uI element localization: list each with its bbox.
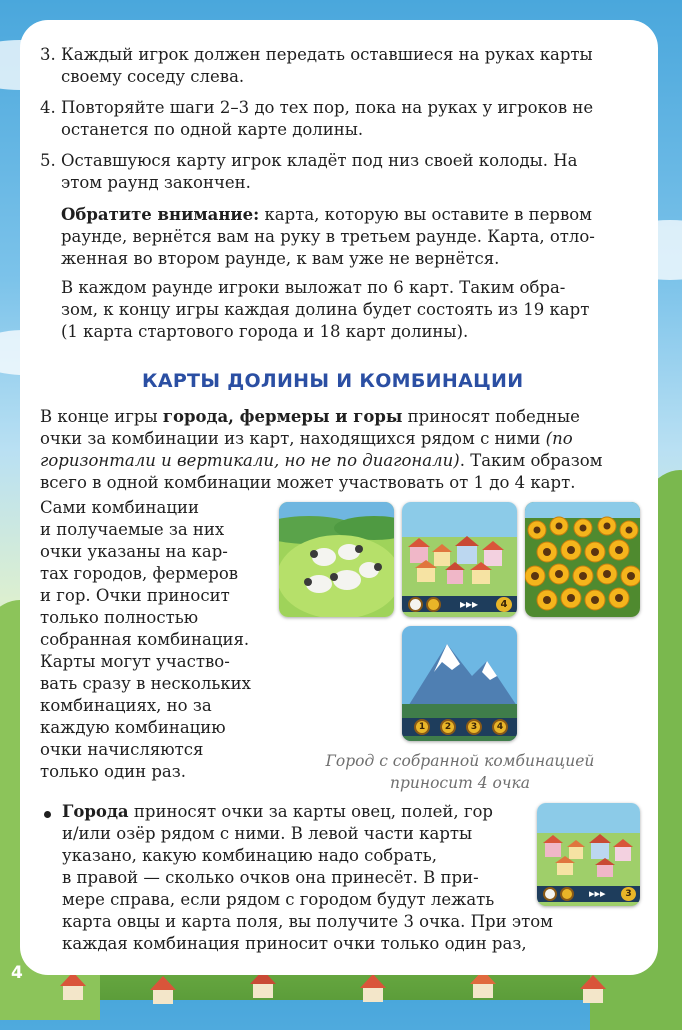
round-info-paragraph: В каждом раунде игроки выложат по 6 карт. Таким обра- зом, к концу игры каждая долина будет состоять из 19 карт (1 карта стартового города и 18 карт долины). xyxy=(61,278,590,341)
sheep-card xyxy=(279,502,394,617)
step-line: Повторяйте шаги 2–3 до тех пор, пока на руках у игроков не xyxy=(61,98,594,117)
step-line: своему соседу слева. xyxy=(61,67,245,86)
small-points-badge: 3 xyxy=(621,887,636,901)
note-label: Обратите внимание: xyxy=(61,205,260,224)
step-number: 5. xyxy=(40,151,56,170)
step-line: этом раунд закончен. xyxy=(61,173,251,192)
step-number: 4. xyxy=(40,98,56,117)
step-number: 3. xyxy=(40,45,56,64)
page-number: 4 xyxy=(11,963,23,983)
sunflower-field-card xyxy=(525,502,640,617)
sunflower-token-icon xyxy=(426,597,441,612)
points-badge-1: 1 xyxy=(414,719,430,735)
city-points-badge: 4 xyxy=(496,597,512,612)
cities-bullet: Города приносят очки за карты овец, полей, гор и/или озёр рядом с ними. В левой части карты указано, какую комбинацию надо собрать, в правой — сколько очков она принесёт. В при- мере справа, если рядом с городом будут лежать карта овцы и карта поля, вы получите 3 очка. При этом каждая комбинация приносит очки только один раз, xyxy=(62,802,553,953)
combo-arrows-icon: ▸▸▸ xyxy=(460,597,479,611)
note-paragraph: Обратите внимание: карта, которую вы оставите в первом раунде, вернётся вам на руку в третьем раунде. Карта, отло- женная во втором раунде, к вам уже не вернётся. xyxy=(61,205,595,268)
city-card xyxy=(402,502,517,617)
intro-paragraph: В конце игры города, фермеры и горы приносят победные очки за комбинации из карт, находящихся рядом с ними (по горизонтали и вертикали, но не по диагонали). Таким образом всего в одной комбинации может участвовать от 1 до 4 карт. xyxy=(40,407,603,492)
image-caption: Город с собранной комбинацией приносит 4 очка xyxy=(325,752,595,792)
step-5 xyxy=(40,150,650,194)
city-card-small xyxy=(537,803,640,906)
combo-arrows-icon: ▸▸▸ xyxy=(589,887,606,900)
sheep-token-icon xyxy=(408,597,423,612)
points-badge-3: 3 xyxy=(466,719,482,735)
points-badge-2: 2 xyxy=(440,719,456,735)
step-3 xyxy=(40,44,650,88)
step-line: Оставшуюся карту игрок кладёт под низ своей колоды. На xyxy=(61,151,578,170)
step-line: останется по одной карте долины. xyxy=(61,120,364,139)
mountain-card xyxy=(402,626,517,741)
step-line: Каждый игрок должен передать оставшиеся на руках карты xyxy=(61,45,593,64)
step-4 xyxy=(40,97,650,141)
bullet-title: Города xyxy=(62,802,129,821)
combination-explanation: Сами комбинации и получаемые за них очки указаны на кар- тах городов, фермеров и гор. Очки приносит только полностью собранная комбинация. Карты могут участво- вать сразу в нескольких комбинациях, но за каждую комбинацию очки начисляются только один раз. xyxy=(40,498,251,781)
sheep-token-icon xyxy=(543,887,557,901)
bullet-dot xyxy=(44,811,51,818)
section-title: КАРТЫ ДОЛИНЫ И КОМБИНАЦИИ xyxy=(142,370,524,392)
points-badge-4: 4 xyxy=(492,719,508,735)
sunflower-token-icon xyxy=(560,887,574,901)
